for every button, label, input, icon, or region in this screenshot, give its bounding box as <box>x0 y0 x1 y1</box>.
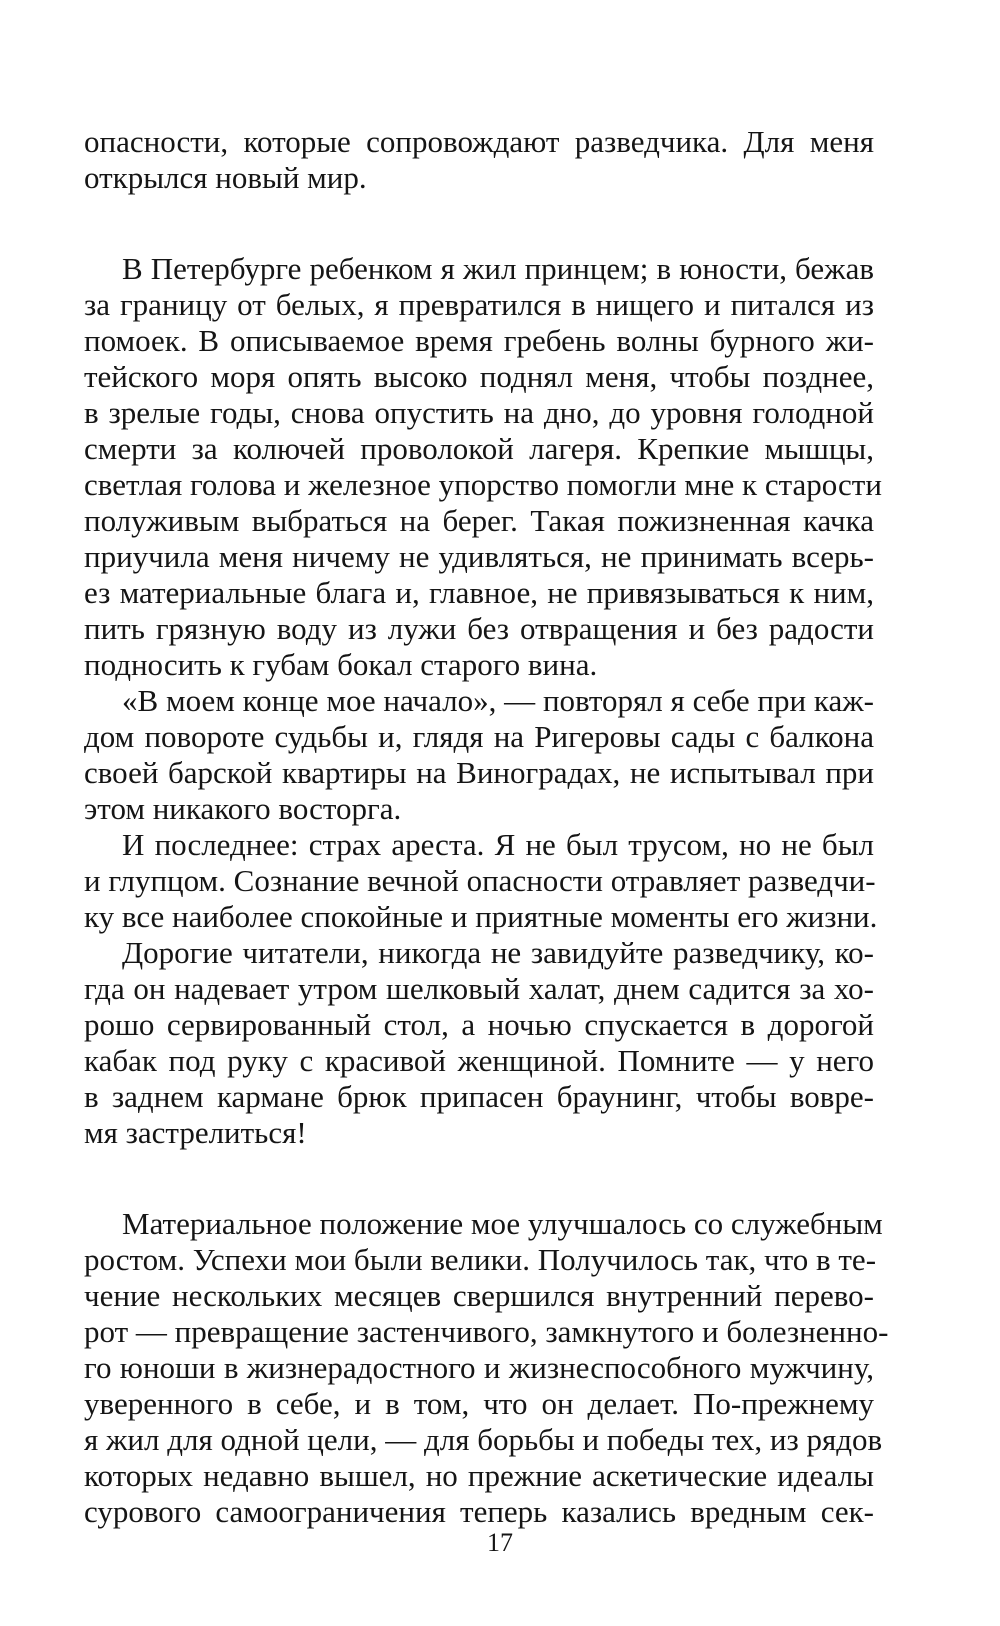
text-line: помоек. В описываемое время гребень волны бурного жи- <box>84 323 874 358</box>
text-line: уверенного в себе, и в том, что он делает. По-прежнему <box>84 1386 874 1421</box>
text-line: ез материальные блага и, главное, не привязываться к ним, <box>84 575 874 610</box>
paragraph <box>84 124 874 196</box>
text-line: ростом. Успехи мои были велики. Получилось так, что в те- <box>84 1242 877 1277</box>
text-line: тейского моря опять высоко поднял меня, чтобы позднее, <box>84 359 874 394</box>
text-line: полуживым выбраться на берег. Такая пожизненная качка <box>84 503 874 538</box>
text-line: светлая голова и железное упорство помогли мне к старости <box>84 467 882 502</box>
text-line: гда он надевает утром шелковый халат, днем садится за хо- <box>84 971 874 1006</box>
text-line: Дорогие читатели, никогда не завидуйте разведчику, ко- <box>122 935 874 970</box>
text-line: кабак под руку с красивой женщиной. Помните — у него <box>84 1043 874 1078</box>
text-line: за границу от белых, я превратился в нищего и питался из <box>84 287 874 322</box>
text-line: чение нескольких месяцев свершился внутренний перево- <box>84 1278 874 1313</box>
text-line: которых недавно вышел, но прежние аскетические идеалы <box>84 1458 874 1493</box>
paragraph <box>84 1206 889 1530</box>
text-line: Материальное положение мое улучшалось со служебным <box>122 1206 883 1241</box>
text-line: дом повороте судьбы и, глядя на Ригеровы сады с балкона <box>84 719 874 754</box>
page-body <box>84 124 889 1530</box>
page-number: 17 <box>487 1528 513 1557</box>
text-line: «В моем конце мое начало», — повторял я себе при каж- <box>122 683 874 718</box>
text-line: И последнее: страх ареста. Я не был трусом, но не был <box>122 827 874 862</box>
text-line: сурового самоограничения теперь казались вредным сек- <box>84 1494 874 1529</box>
text-line: смерти за колючей проволокой лагеря. Крепкие мышцы, <box>84 431 874 466</box>
text-line: приучила меня ничему не удивляться, не принимать всерь- <box>84 539 874 574</box>
paragraph <box>84 683 874 827</box>
text-line: рот — превращение застенчивого, замкнутого и болезненно- <box>84 1314 889 1349</box>
text-line: го юноши в жизнерадостного и жизнеспособного мужчину, <box>84 1350 874 1385</box>
text-line: я жил для одной цели, — для борьбы и победы тех, из рядов <box>84 1422 883 1457</box>
paragraph <box>84 827 878 935</box>
text-line: В Петербурге ребенком я жил принцем; в юности, бежав <box>122 251 874 286</box>
text-line: ку все наиболее спокойные и приятные моменты его жизни. <box>84 899 878 934</box>
text-line: подносить к губам бокал старого вина. <box>84 647 598 682</box>
section-break <box>84 196 874 251</box>
text-line: опасности, которые сопровождают разведчика. Для меня <box>84 124 874 159</box>
text-line: пить грязную воду из лужи без отвращения и без радости <box>84 611 874 646</box>
text-line: и глупцом. Сознание вечной опасности отравляет разведчи- <box>84 863 876 898</box>
text-line: своей барской квартиры на Виноградах, не испытывал при <box>84 755 874 790</box>
text-line: мя застрелиться! <box>84 1115 307 1150</box>
section-break <box>84 1151 874 1206</box>
text-line: в зрелые годы, снова опустить на дно, до уровня голодной <box>84 395 874 430</box>
text-line: открылся новый мир. <box>84 160 367 195</box>
paragraph <box>84 935 874 1151</box>
text-line: этом никакого восторга. <box>84 791 402 826</box>
paragraph <box>84 251 882 683</box>
text-line: рошо сервированный стол, а ночью спускается в дорогой <box>84 1007 874 1042</box>
text-line: в заднем кармане брюк припасен браунинг, чтобы вовре- <box>84 1079 874 1114</box>
